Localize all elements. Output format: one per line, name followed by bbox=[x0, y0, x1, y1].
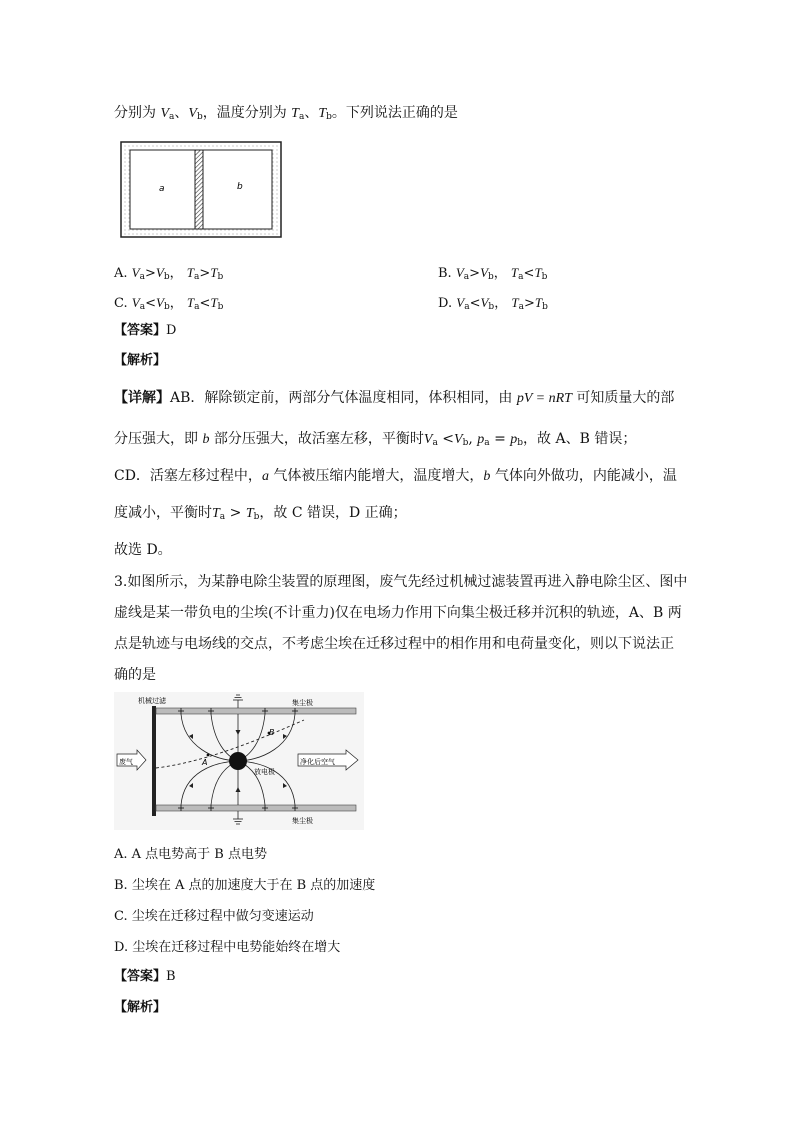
q2-detail-line-4: 度减小，平衡时$T_a > T_b$，故 C 错误，D 正确； bbox=[114, 505, 407, 522]
q3-stem-line-1: 3.如图所示，为某静电除尘装置的原理图，废气先经过机械过滤装置再进入静电除尘区、图中 bbox=[114, 574, 688, 590]
point-b-label: B bbox=[269, 728, 275, 737]
q2-option-d[interactable]: D. $V_a<V_b$， $T_a>T_b$ bbox=[438, 295, 548, 312]
q2-option-b[interactable]: B. $V_a>V_b$， $T_a<T_b$ bbox=[438, 265, 548, 282]
q2-stem-tail: 分别为 $V_a$、$V_b$，温度分别为 $T_a$、$T_b$。下列说法正确的是 bbox=[114, 105, 458, 122]
collector-label-top: 集尘极 bbox=[292, 699, 313, 707]
q3-stem-line-4: 确的是 bbox=[114, 667, 156, 683]
q3-analysis-heading: 【解析】 bbox=[114, 1000, 167, 1015]
q3-stem-line-2: 虚线是某一带负电的尘埃(不计重力)仅在电场力作用下向集尘极迁移并沉积的轨迹，A、B 两 bbox=[114, 605, 682, 621]
piston bbox=[195, 150, 203, 229]
q2-analysis-heading: 【解析】 bbox=[114, 353, 167, 368]
chamber-a-label: a bbox=[159, 184, 165, 194]
electrode-label: 放电极 bbox=[254, 768, 275, 776]
q2-option-a[interactable]: A. $V_a>V_b$， $T_a>T_b$ bbox=[114, 265, 224, 282]
q2-answer: 【答案】D bbox=[114, 323, 177, 338]
q2-detail-line-1: 【详解】AB．解除锁定前，两部分气体温度相同，体积相同，由 pV = nRT 可知质量大的部 bbox=[114, 390, 675, 406]
collector-label-bottom: 集尘极 bbox=[292, 817, 313, 825]
q2-detail-line-3: CD．活塞左移过程中，a 气体被压缩内能增大，温度增大，b 气体向外做功，内能减小，温 bbox=[114, 468, 677, 484]
q3-stem-line-3: 点是轨迹与电场线的交点，不考虑尘埃在迁移过程中的相作用和电荷量变化，则以下说法正 bbox=[114, 636, 674, 652]
piston-container-figure bbox=[120, 141, 282, 238]
q3-option-a[interactable]: A. A 点电势高于 B 点电势 bbox=[114, 847, 267, 862]
outlet-label: 净化后空气 bbox=[300, 758, 335, 766]
q3-option-c[interactable]: C. 尘埃在迁移过程中做匀变速运动 bbox=[114, 909, 314, 924]
q2-conclusion: 故选 D。 bbox=[114, 542, 172, 558]
filter-label: 机械过滤 bbox=[138, 697, 166, 705]
discharge-electrode bbox=[229, 752, 247, 770]
collector-plate-bottom bbox=[156, 805, 356, 811]
chamber-b-label: b bbox=[237, 182, 243, 192]
point-a-label: A bbox=[202, 758, 208, 767]
q2-option-c[interactable]: C. $V_a<V_b$， $T_a<T_b$ bbox=[114, 295, 224, 312]
q3-answer: 【答案】B bbox=[114, 969, 176, 984]
q3-option-d[interactable]: D. 尘埃在迁移过程中电势能始终在增大 bbox=[114, 940, 341, 955]
collector-plate-top bbox=[156, 708, 356, 714]
q2-detail-line-2: 分压强大，即 b 部分压强大，故活塞左移，平衡时$V_a <V_b$, $p_a = p_b$，故 A、B 错误； bbox=[114, 431, 637, 448]
electrostatic-precipitator-figure bbox=[114, 692, 364, 830]
inlet-label: 废气 bbox=[119, 758, 133, 766]
q3-option-b[interactable]: B. 尘埃在 A 点的加速度大于在 B 点的加速度 bbox=[114, 878, 376, 893]
mechanical-filter bbox=[152, 706, 156, 816]
